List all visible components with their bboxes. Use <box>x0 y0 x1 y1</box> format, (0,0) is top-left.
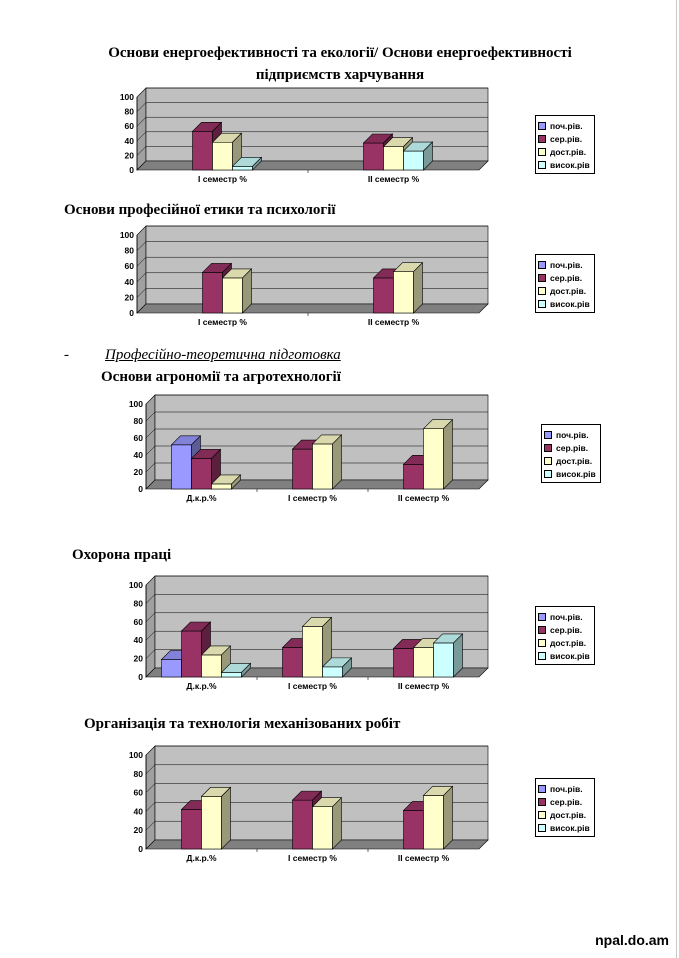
legend-item-dost <box>538 145 592 158</box>
list-dash: - <box>64 347 69 363</box>
bar-front <box>404 464 424 489</box>
legend-swatch <box>544 470 552 478</box>
bar-side <box>414 263 423 313</box>
legend-item-poch <box>538 119 592 132</box>
legend-swatch <box>538 274 546 282</box>
y-tick-label: 0 <box>138 484 143 494</box>
bar-front <box>313 444 333 489</box>
y-tick-label: 80 <box>133 768 143 779</box>
legend-label: поч.рів. <box>550 259 583 270</box>
bar-front <box>182 631 202 677</box>
x-tick-label: ІІ семестр % <box>397 681 450 691</box>
x-tick-label: І семестр % <box>198 317 247 327</box>
x-tick-label: Д.к.р.% <box>186 493 217 503</box>
chart-4-legend <box>535 606 595 665</box>
legend-label: дост.рів. <box>550 285 587 296</box>
side-wall <box>146 746 155 849</box>
legend-swatch <box>538 811 546 819</box>
back-wall <box>146 226 488 304</box>
y-tick-label: 20 <box>133 467 143 477</box>
legend-label: висок.рів <box>550 298 590 309</box>
legend-swatch <box>544 444 552 452</box>
legend-label: поч.рів. <box>550 120 583 131</box>
bar-front <box>223 278 243 313</box>
bar-front <box>203 272 223 313</box>
legend-label: сер.рів. <box>550 796 583 807</box>
y-tick-label: 0 <box>129 165 134 175</box>
legend-swatch <box>544 431 552 439</box>
bar-side <box>444 420 453 489</box>
legend-swatch <box>538 148 546 156</box>
y-tick-label: 20 <box>133 825 143 836</box>
y-tick-label: 80 <box>124 245 134 256</box>
legend-swatch <box>538 639 546 647</box>
y-tick-label: 100 <box>119 92 134 102</box>
legend-label: висок.рів <box>550 159 590 170</box>
bar-front <box>233 166 253 170</box>
legend-swatch <box>538 626 546 634</box>
y-tick-label: 40 <box>133 450 143 460</box>
side-wall <box>146 395 155 489</box>
x-tick-label: Д.к.р.% <box>186 681 217 691</box>
legend-item-dost <box>538 808 592 821</box>
y-tick-label: 0 <box>129 308 134 318</box>
y-tick-label: 80 <box>133 598 143 609</box>
legend-label: висок.рів <box>550 822 590 833</box>
chart-2-title: Основи професійної етики та психології <box>64 202 336 218</box>
bar-front <box>394 648 414 677</box>
bar-front <box>162 660 182 677</box>
bar-front <box>212 484 232 489</box>
bar-front <box>283 648 303 677</box>
legend-item-ser <box>538 623 592 636</box>
legend-item-vysok <box>538 649 592 662</box>
bar-front <box>414 648 434 677</box>
y-tick-label: 0 <box>138 844 143 854</box>
legend-item-poch <box>538 610 592 623</box>
x-tick-label: ІІ семестр % <box>397 853 450 863</box>
x-tick-label: Д.к.р.% <box>186 853 217 863</box>
y-tick-label: 80 <box>133 416 143 426</box>
y-tick-label: 20 <box>124 292 134 303</box>
legend-label: висок.рів <box>556 468 596 479</box>
section-heading: Професійно-теоретична підготовка <box>105 347 341 363</box>
bar-front <box>303 626 323 677</box>
legend-swatch <box>544 457 552 465</box>
bar-front <box>404 151 424 170</box>
legend-label: дост.рів. <box>550 146 587 157</box>
legend-item-vysok <box>538 297 592 310</box>
legend-label: висок.рів <box>550 650 590 661</box>
x-tick-label: ІІ семестр % <box>367 317 420 327</box>
y-tick-label: 100 <box>128 750 143 760</box>
legend-label: сер.рів. <box>550 624 583 635</box>
y-tick-label: 20 <box>133 653 143 664</box>
bar-front <box>192 458 212 489</box>
legend-item-poch <box>538 258 592 271</box>
legend-item-dost <box>544 454 598 467</box>
x-tick-label: І семестр % <box>288 493 337 503</box>
legend-item-dost <box>538 284 592 297</box>
floor <box>137 161 488 170</box>
legend-item-vysok <box>538 158 592 171</box>
chart-3-title: Основи агрономії та агротехнології <box>101 369 341 385</box>
bar-front <box>222 672 242 677</box>
legend-swatch <box>538 824 546 832</box>
y-tick-label: 100 <box>128 399 143 409</box>
legend-item-poch <box>544 428 598 441</box>
legend-swatch <box>538 122 546 130</box>
legend-swatch <box>538 261 546 269</box>
bar-front <box>202 655 222 677</box>
bar-side <box>333 798 342 849</box>
legend-swatch <box>538 798 546 806</box>
y-tick-label: 20 <box>124 150 134 161</box>
legend-label: сер.рів. <box>550 272 583 283</box>
legend-label: сер.рів. <box>550 133 583 144</box>
chart-1-title-line-1: Основи енергоефективності та екології/ Основи енергоефективності <box>108 45 572 61</box>
legend-label: дост.рів. <box>550 637 587 648</box>
chart-5-legend <box>535 778 595 837</box>
bar-front <box>293 800 313 849</box>
y-tick-label: 60 <box>133 787 143 798</box>
chart-4-title: Охорона праці <box>72 547 172 563</box>
chart-1-title-line-2: підприємств харчування <box>255 67 425 83</box>
side-wall <box>137 226 146 313</box>
y-tick-label: 60 <box>133 433 143 443</box>
floor <box>137 304 488 313</box>
x-tick-label: І семестр % <box>288 681 337 691</box>
bar-front <box>193 131 213 170</box>
legend-item-dost <box>538 636 592 649</box>
bar-front <box>404 810 424 849</box>
chart-3-legend <box>541 424 601 483</box>
side-wall <box>146 576 155 677</box>
y-tick-label: 40 <box>133 806 143 817</box>
legend-swatch <box>538 287 546 295</box>
bar-side <box>444 786 453 849</box>
bar-front <box>424 795 444 849</box>
legend-item-ser <box>538 795 592 808</box>
legend-swatch <box>538 785 546 793</box>
y-tick-label: 60 <box>133 616 143 627</box>
bar-front <box>364 143 384 170</box>
x-tick-label: І семестр % <box>288 853 337 863</box>
bar-side <box>222 787 231 849</box>
bar-front <box>172 445 192 489</box>
legend-item-vysok <box>544 467 598 480</box>
legend-label: дост.рів. <box>550 809 587 820</box>
legend-label: поч.рів. <box>550 783 583 794</box>
watermark: npal.do.am <box>595 932 669 948</box>
x-tick-label: ІІ семестр % <box>397 493 450 503</box>
legend-label: дост.рів. <box>556 455 593 466</box>
y-tick-label: 0 <box>138 672 143 682</box>
chart-2-legend <box>535 254 595 313</box>
y-tick-label: 100 <box>119 230 134 240</box>
legend-swatch <box>538 652 546 660</box>
bar-front <box>424 429 444 489</box>
legend-label: сер.рів. <box>556 442 589 453</box>
bar-front <box>313 807 333 849</box>
bar-front <box>213 142 233 170</box>
legend-item-vysok <box>538 821 592 834</box>
bar-front <box>434 643 454 677</box>
y-tick-label: 100 <box>128 580 143 590</box>
legend-label: поч.рів. <box>550 611 583 622</box>
chart-5-title: Організація та технологія механізованих робіт <box>84 716 401 732</box>
y-tick-label: 60 <box>124 121 134 132</box>
chart-1-legend <box>535 115 595 174</box>
bar-side <box>333 435 342 489</box>
side-wall <box>137 88 146 170</box>
y-tick-label: 60 <box>124 261 134 272</box>
legend-swatch <box>538 161 546 169</box>
legend-item-ser <box>538 271 592 284</box>
y-tick-label: 40 <box>124 135 134 146</box>
x-tick-label: ІІ семестр % <box>367 174 420 184</box>
legend-swatch <box>538 300 546 308</box>
y-tick-label: 40 <box>124 276 134 287</box>
legend-item-poch <box>538 782 592 795</box>
legend-item-ser <box>538 132 592 145</box>
legend-label: поч.рів. <box>556 429 589 440</box>
bar-front <box>202 796 222 849</box>
bar-front <box>384 147 404 170</box>
bar-front <box>293 449 313 489</box>
bar-front <box>394 272 414 313</box>
legend-swatch <box>538 135 546 143</box>
bar-front <box>323 667 343 677</box>
y-tick-label: 40 <box>133 635 143 646</box>
y-tick-label: 80 <box>124 106 134 117</box>
bar-front <box>182 810 202 849</box>
x-tick-label: І семестр % <box>198 174 247 184</box>
legend-item-ser <box>544 441 598 454</box>
bar-front <box>374 278 394 313</box>
legend-swatch <box>538 613 546 621</box>
